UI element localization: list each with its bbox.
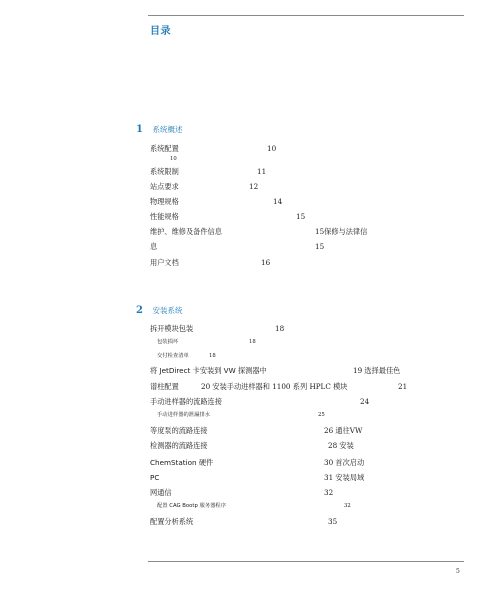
toc-entry-text: 配置分析系统 bbox=[150, 517, 194, 526]
toc-entry[interactable] bbox=[150, 197, 283, 206]
toc-entry-page: 31 安装局域 bbox=[324, 473, 365, 482]
toc-entry-text: 手动进样器的泄漏排水 bbox=[157, 412, 210, 418]
toc-entry-text: 配置 CAG Bootp 服务器程序 bbox=[157, 503, 227, 509]
toc-entry[interactable] bbox=[150, 242, 325, 251]
toc-entry[interactable] bbox=[150, 144, 277, 153]
toc-entry-text: 检测器的流路连接 bbox=[150, 441, 208, 450]
toc-entry[interactable] bbox=[150, 517, 338, 526]
toc-entry-page: 28 安装 bbox=[328, 441, 354, 450]
toc-entry-page: 15 bbox=[296, 212, 306, 221]
chapter-heading-2[interactable] bbox=[136, 305, 183, 316]
toc-entry-text: 交付检查清单 bbox=[157, 353, 189, 359]
toc-entry[interactable] bbox=[157, 353, 216, 359]
toc-entry-text: 息 bbox=[150, 242, 158, 251]
toc-entry-page: 16 bbox=[261, 258, 271, 267]
toc-entry-page: 15保修与法律信 bbox=[315, 227, 368, 236]
bottom-rule bbox=[148, 561, 464, 562]
toc-entry[interactable] bbox=[150, 382, 408, 391]
toc-entry-page: 15 bbox=[315, 242, 325, 251]
toc-entry-page: 10 bbox=[267, 144, 277, 153]
toc-entry-page: 18 bbox=[249, 339, 256, 345]
toc-entry-text: 站点要求 bbox=[150, 182, 179, 191]
toc-entry[interactable] bbox=[157, 339, 256, 345]
toc-entry[interactable] bbox=[150, 212, 306, 221]
toc-entry[interactable] bbox=[150, 366, 401, 375]
toc-entry-text: 手动进样器的流路连接 bbox=[150, 397, 222, 406]
toc-entry-page: 24 bbox=[360, 397, 370, 406]
toc-entry[interactable] bbox=[157, 412, 325, 418]
toc-entry[interactable] bbox=[157, 503, 351, 509]
toc-entry-text: 性能规格 bbox=[150, 212, 179, 221]
toc-entry-page: 26 通往VW bbox=[324, 426, 363, 435]
toc-entry-text: ChemStation 硬件 bbox=[150, 458, 214, 467]
chapter-number: 1 bbox=[136, 124, 143, 135]
toc-entry-page: 30 首次启动 bbox=[324, 458, 365, 467]
toc-entry-page: 18 bbox=[275, 324, 285, 333]
toc-entry-text: 物理规格 bbox=[150, 197, 179, 206]
toc-entry-page: 18 bbox=[209, 353, 216, 359]
toc-entry-page: 25 bbox=[318, 412, 325, 418]
page-title: 目录 bbox=[150, 26, 171, 37]
toc-entry[interactable] bbox=[150, 258, 271, 267]
toc-entry-text: 拆开模块包装 bbox=[150, 324, 194, 333]
toc-entry-text: 包装损坏 bbox=[157, 339, 179, 345]
toc-entry[interactable] bbox=[150, 441, 354, 450]
toc-entry[interactable] bbox=[150, 324, 285, 333]
toc-entry-text: 用户文档 bbox=[150, 258, 179, 267]
top-rule bbox=[148, 15, 464, 16]
toc-entry-page: 32 bbox=[344, 503, 351, 509]
toc-entry-page: 10 bbox=[170, 156, 177, 162]
toc-entry-mid: 20 安装手动进样器和 1100 系列 HPLC 模块 bbox=[201, 382, 348, 391]
toc-entry-text: 维护、维修及备件信息 bbox=[150, 227, 222, 236]
toc-entry-page: 19 选择最佳色 bbox=[353, 366, 401, 375]
page-number: 5 bbox=[456, 568, 460, 575]
toc-entry-page: 14 bbox=[273, 197, 283, 206]
toc-entry-text: 等度泵的流路连接 bbox=[150, 426, 208, 435]
toc-entry[interactable] bbox=[150, 397, 370, 406]
toc-entry-page: 35 bbox=[328, 517, 338, 526]
chapter-heading-1[interactable] bbox=[136, 124, 183, 135]
toc-entry-page: 11 bbox=[257, 167, 267, 176]
toc-entry-text: PC bbox=[150, 473, 160, 482]
toc-entry[interactable] bbox=[150, 182, 259, 191]
toc-entry-text: 谱柱配置 bbox=[150, 382, 179, 391]
toc-entry[interactable] bbox=[150, 227, 368, 236]
toc-entry-text: 将 JetDirect 卡安装到 VW 探测器中 bbox=[150, 366, 267, 375]
toc-entry-text: 网通信 bbox=[150, 488, 172, 497]
toc-entry-page: 21 bbox=[398, 382, 408, 391]
toc-entry[interactable] bbox=[150, 488, 334, 497]
toc-entry-page: 12 bbox=[249, 182, 259, 191]
toc-entry-text: 系统配置 bbox=[150, 144, 179, 153]
toc-entry[interactable] bbox=[150, 473, 365, 482]
toc-entry[interactable] bbox=[150, 167, 267, 176]
chapter-number: 2 bbox=[136, 305, 143, 316]
chapter-title: 系统概述 bbox=[152, 125, 183, 134]
toc-entry[interactable] bbox=[150, 458, 365, 467]
toc-entry[interactable] bbox=[150, 426, 363, 435]
chapter-title: 安装系统 bbox=[152, 306, 183, 315]
toc-entry-page: 32 bbox=[324, 488, 334, 497]
toc-entry-text: 系统限制 bbox=[150, 167, 179, 176]
